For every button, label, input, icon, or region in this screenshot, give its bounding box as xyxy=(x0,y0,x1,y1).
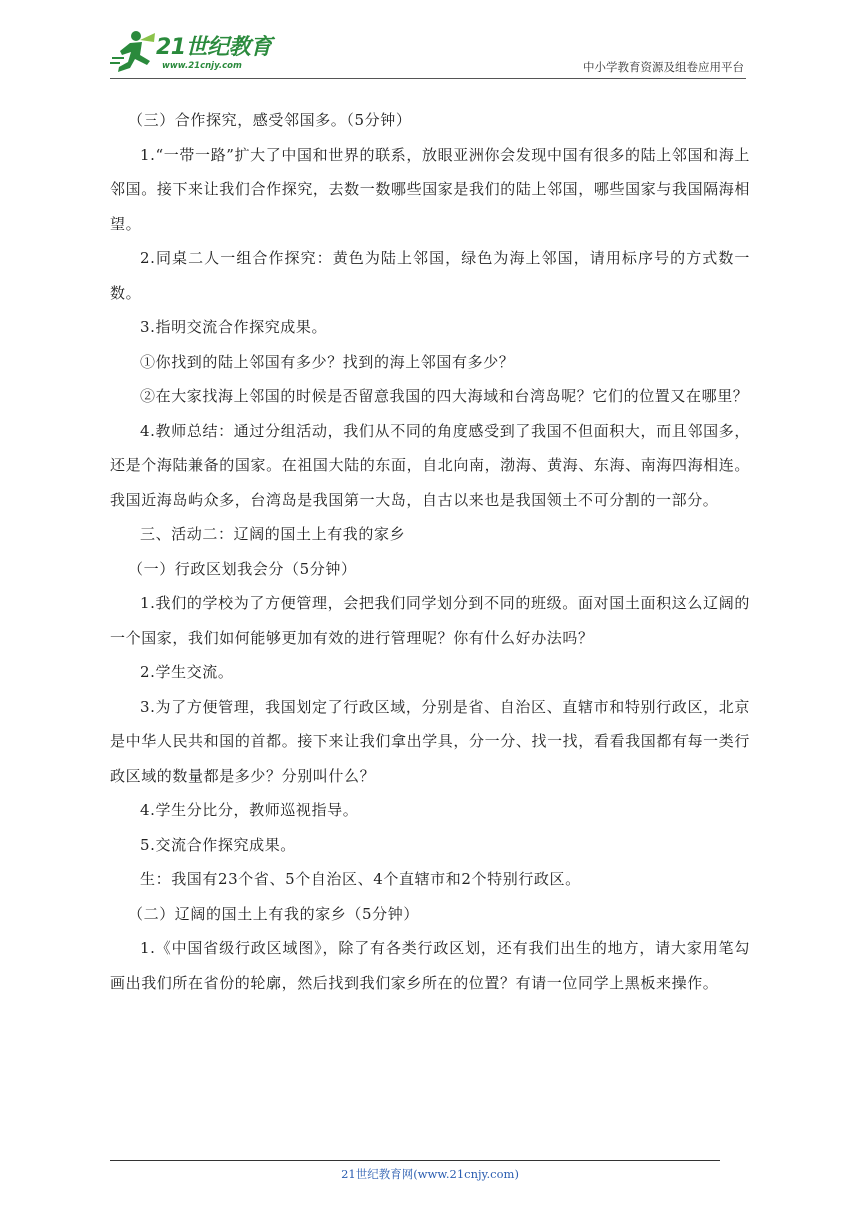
paragraph: 5.交流合作探究成果。 xyxy=(140,835,296,854)
paragraph: 1.《中国省级行政区域图》，除了有各类行政区划，还有我们出生的地方，请大家用笔勾画出我们所在省份的轮廓，然后找到我们家乡所在的位置？有请一位同学上黑板来操作。 xyxy=(110,939,750,992)
page-header xyxy=(110,28,746,84)
section-heading: （一）行政区划我会分（5分钟） xyxy=(128,559,357,578)
logo-text: 21世纪教育 xyxy=(156,35,272,60)
paragraph: 4.教师总结：通过分组活动，我们从不同的角度感受到了我国不但面积大，而且邻国多，还是个海陆兼备的国家。在祖国大陆的东面，自北向南，渤海、黄海、东海、南海四海相连。我国近海岛屿众多，台湾岛是我国第一大岛，自古以来也是我国领土不可分割的一部分。 xyxy=(110,421,750,509)
paragraph: 4.学生分比分，教师巡视指导。 xyxy=(140,801,359,819)
paragraph: ①你找到的陆上邻国有多少？找到的海上邻国有多少？ xyxy=(140,352,515,371)
platform-label: 中小学教育资源及组卷应用平台 xyxy=(583,60,744,74)
section-heading: （二）辽阔的国土上有我的家乡（5分钟） xyxy=(128,904,419,923)
paragraph: ②在大家找海上邻国的时候是否留意我国的四大海域和台湾岛呢？它们的位置又在哪里？ xyxy=(140,387,749,405)
document-body xyxy=(110,103,750,1000)
section-heading: （三）合作探究，感受邻国多。（5分钟） xyxy=(128,111,412,129)
paragraph: 1.我们的学校为了方便管理，会把我们同学划分到不同的班级。面对国土面积这么辽阔的一个国家，我们如何能够更加有效的进行管理呢？你有什么好办法吗？ xyxy=(110,594,750,647)
site-logo[interactable] xyxy=(110,28,280,78)
section-heading: 三、活动二：辽阔的国土上有我的家乡 xyxy=(140,525,406,543)
footer-link[interactable]: 21世纪教育网(www.21cnjy.com) xyxy=(341,1167,519,1181)
paragraph: 生：我国有23个省、5个自治区、4个直辖市和2个特别行政区。 xyxy=(140,870,581,888)
header-divider xyxy=(110,78,746,79)
footer-divider xyxy=(110,1160,720,1161)
paragraph: 3.为了方便管理，我国划定了行政区域，分别是省、自治区、直辖市和特别行政区，北京是中华人民共和国的首都。接下来让我们拿出学具，分一分、找一找，看看我国都有每一类行政区域的数量都是多少？分别叫什么？ xyxy=(110,697,750,785)
paragraph: 2.同桌二人一组合作探究：黄色为陆上邻国，绿色为海上邻国，请用标序号的方式数一数。 xyxy=(110,249,750,302)
paragraph: 1.“一带一路”扩大了中国和世界的联系，放眼亚洲你会发现中国有很多的陆上邻国和海上邻国。接下来让我们合作探究，去数一数哪些国家是我们的陆上邻国，哪些国家与我国隔海相望。 xyxy=(110,145,750,233)
paragraph: 2.学生交流。 xyxy=(140,663,234,681)
logo-url-text: www.21cnjy.com xyxy=(162,61,242,71)
runner-logo-icon xyxy=(110,28,160,76)
paragraph: 3.指明交流合作探究成果。 xyxy=(140,318,328,336)
